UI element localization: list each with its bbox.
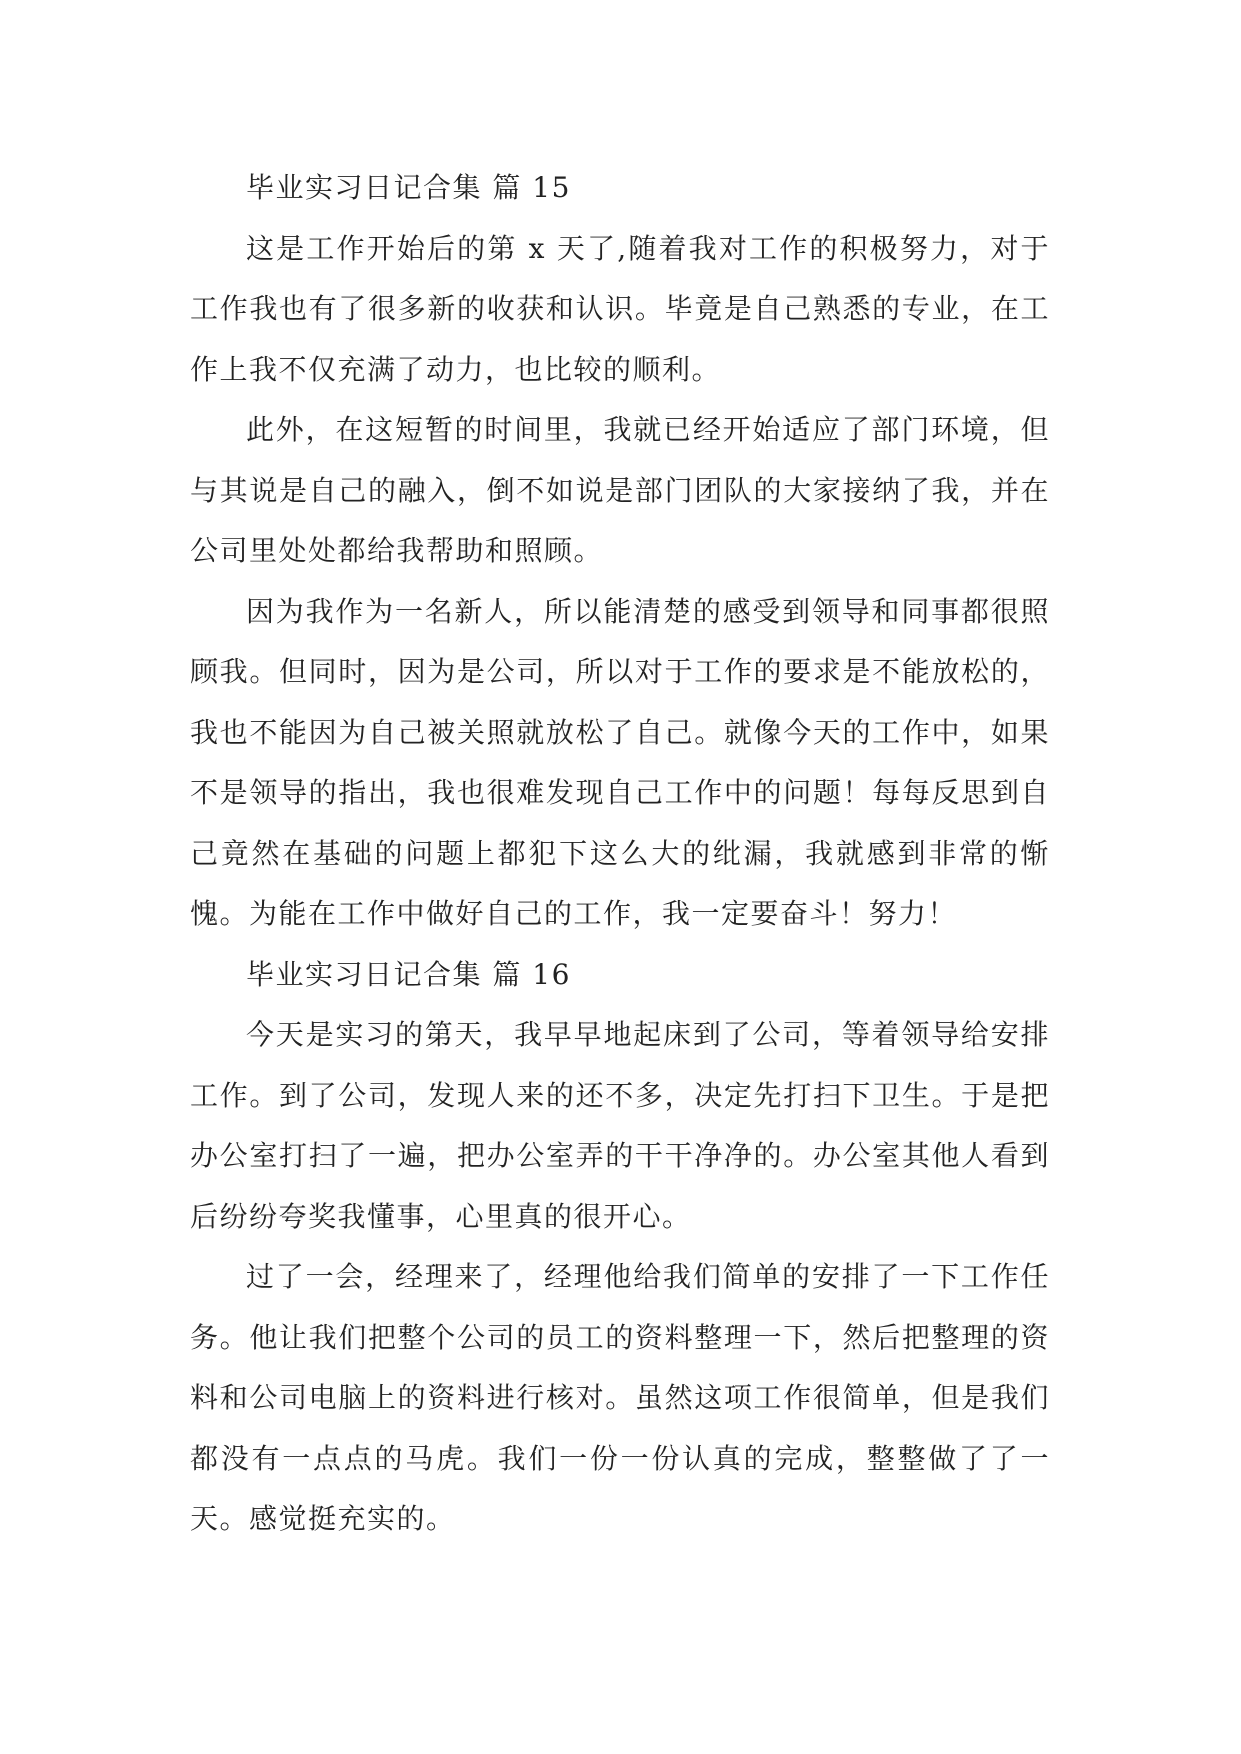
paragraph: 这是工作开始后的第 x 天了,随着我对工作的积极努力，对于工作我也有了很多新的收获和认识。毕竟是自己熟悉的专业，在工作上我不仅充满了动力，也比较的顺利。 [190,231,1050,386]
section-heading: 毕业实习日记合集 篇 16 [246,957,571,991]
paragraph: 因为我作为一名新人，所以能清楚的感受到领导和同事都很照顾我。但同时，因为是公司，所以对于工作的要求是不能放松的，我也不能因为自己被关照就放松了自己。就像今天的工作中，如果不是领导的指出，我也很难发现自己工作中的问题！每每反思到自己竟然在基础的问题上都犯下这么大的纰漏，我就感到非常的惭愧。为能在工作中做好自己的工作，我一定要奋斗！努力！ [190,594,1050,930]
paragraph: 此外，在这短暂的时间里，我就已经开始适应了部门环境，但与其说是自己的融入，倒不如说是部门团队的大家接纳了我，并在公司里处处都给我帮助和照顾。 [190,413,1050,567]
section-heading: 毕业实习日记合集 篇 15 [246,171,571,204]
paragraph: 今天是实习的第天，我早早地起床到了公司，等着领导给安排工作。到了公司，发现人来的还不多，决定先打扫下卫生。于是把办公室打扫了一遍，把办公室弄的干干净净的。办公室其他人看到后纷纷夸奖我懂事，心里真的很开心。 [190,1018,1050,1233]
document-body [190,158,1050,1550]
paragraph: 过了一会，经理来了，经理他给我们简单的安排了一下工作任务。他让我们把整个公司的员工的资料整理一下，然后把整理的资料和公司电脑上的资料进行核对。虽然这项工作很简单，但是我们都没有一点点的马虎。我们一份一份认真的完成，整整做了了一天。感觉挺充实的。 [190,1260,1050,1535]
